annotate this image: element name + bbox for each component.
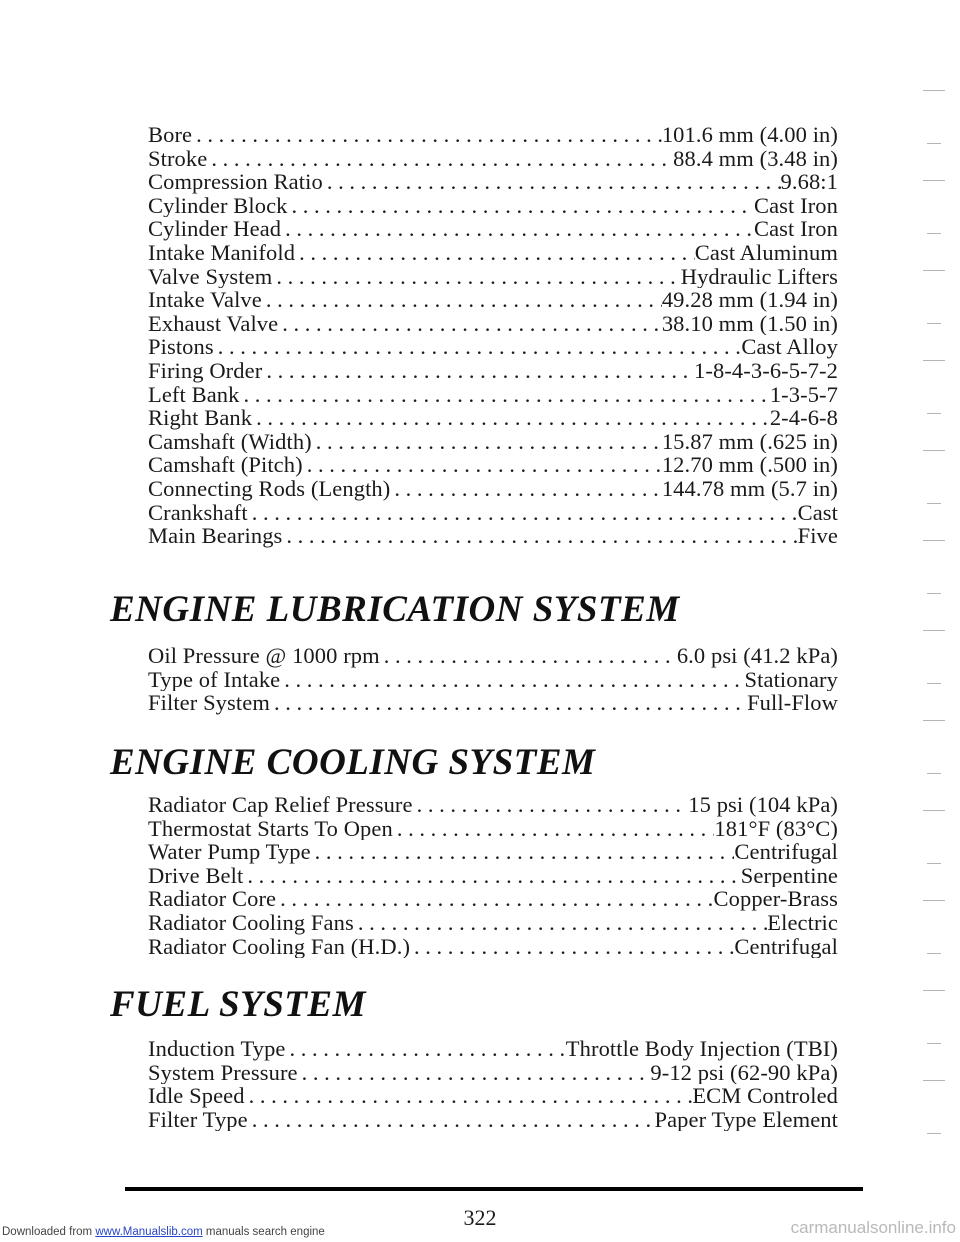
spec-label: Drive Belt xyxy=(148,863,244,888)
dot-leader xyxy=(266,288,662,312)
spec-label: Crankshaft xyxy=(148,500,248,525)
edge-mark xyxy=(927,143,941,144)
dot-leader xyxy=(252,501,798,525)
spec-value: 6.0 psi (41.2 kPa) xyxy=(676,644,838,668)
spec-row-cylinder-block xyxy=(148,194,838,218)
spec-row-intake-manifold xyxy=(148,241,838,265)
edge-mark xyxy=(927,683,941,684)
spec-row-camshaft-pitch xyxy=(148,453,838,477)
spec-value: Throttle Body Injection (TBI) xyxy=(565,1037,838,1061)
edge-mark xyxy=(923,90,945,91)
spec-row-radiator-core xyxy=(148,887,838,911)
spec-row-exhaust-valve xyxy=(148,312,838,336)
lubrication-list xyxy=(148,644,838,715)
edge-mark xyxy=(923,900,945,901)
engine-specs-list xyxy=(148,123,838,548)
dot-leader xyxy=(284,668,744,692)
spec-value: 1-8-4-3-6-5-7-2 xyxy=(694,358,838,383)
spec-value: Copper-Brass xyxy=(713,887,838,911)
download-note xyxy=(2,1226,325,1238)
spec-row-filter-system xyxy=(148,691,838,715)
edge-mark xyxy=(927,953,941,954)
download-suffix: manuals search engine xyxy=(202,1226,325,1238)
manualslib-link[interactable]: www.Manualslib.com xyxy=(95,1226,203,1238)
spec-row-drive-belt xyxy=(148,864,838,888)
dot-leader xyxy=(280,887,713,911)
spec-row-type-of-intake xyxy=(148,668,838,692)
spec-row-induction-type xyxy=(148,1037,838,1061)
spec-value: Cast Iron xyxy=(753,193,838,218)
spec-value: 2-4-6-8 xyxy=(769,406,838,430)
spec-value: Cast Alloy xyxy=(741,335,838,359)
spec-label: Valve System xyxy=(148,264,273,289)
spec-label: Radiator Cap Relief Pressure xyxy=(148,793,413,817)
dot-leader xyxy=(290,1037,566,1061)
spec-value: Cast xyxy=(797,500,838,525)
edge-mark xyxy=(923,180,945,181)
dot-leader xyxy=(276,265,680,289)
page-number: 322 xyxy=(463,1205,497,1230)
spec-value: Cast Iron xyxy=(753,217,838,241)
spec-value: Paper Type Element xyxy=(654,1107,838,1132)
dot-leader xyxy=(211,147,673,171)
spec-row-idle-speed xyxy=(148,1084,838,1108)
spec-value: ECM Controled xyxy=(692,1084,838,1108)
spec-label: Right Bank xyxy=(148,406,253,430)
cooling-list xyxy=(148,793,838,958)
lubrication-heading: ENGINE LUBRICATION SYSTEM xyxy=(110,589,680,630)
spec-label: Idle Speed xyxy=(148,1084,245,1108)
spec-value: 9-12 psi (62-90 kPa) xyxy=(650,1060,838,1085)
edge-mark xyxy=(923,540,945,541)
fuel-list xyxy=(148,1037,838,1131)
dot-leader xyxy=(302,1061,651,1085)
spec-value: 9.68:1 xyxy=(780,170,838,194)
spec-row-pistons xyxy=(148,335,838,359)
spec-label: Type of Intake xyxy=(148,667,281,692)
spec-row-connecting-rods-length xyxy=(148,477,838,501)
edge-mark xyxy=(927,593,941,594)
spec-value: 12.70 mm (.500 in) xyxy=(661,453,838,477)
edge-mark xyxy=(927,503,941,504)
spec-value: Hydraulic Lifters xyxy=(680,264,838,289)
spec-row-main-bearings xyxy=(148,524,838,548)
spec-row-system-pressure xyxy=(148,1061,838,1085)
dot-leader xyxy=(417,793,689,817)
spec-row-firing-order xyxy=(148,359,838,383)
dot-leader xyxy=(249,1084,693,1108)
spec-value: 1-3-5-7 xyxy=(769,382,838,407)
dot-leader xyxy=(285,217,754,241)
spec-row-radiator-cooling-fans xyxy=(148,911,838,935)
spec-label: Filter Type xyxy=(148,1107,248,1132)
dot-leader xyxy=(282,312,662,336)
spec-label: System Pressure xyxy=(148,1060,298,1085)
spec-label: Radiator Core xyxy=(148,887,277,911)
fuel-heading: FUEL SYSTEM xyxy=(110,984,366,1025)
dot-leader xyxy=(196,123,662,147)
spec-label: Left Bank xyxy=(148,382,240,407)
spec-label: Induction Type xyxy=(148,1037,286,1061)
spec-label: Oil Pressure @ 1000 rpm xyxy=(148,644,380,668)
dot-leader xyxy=(394,477,661,501)
spec-row-camshaft-width xyxy=(148,430,838,454)
edge-mark xyxy=(923,450,945,451)
edge-mark xyxy=(923,270,945,271)
spec-row-filter-type xyxy=(148,1108,838,1132)
spec-value: Stationary xyxy=(744,667,838,692)
spec-label: Camshaft (Pitch) xyxy=(148,453,303,477)
spec-label: Firing Order xyxy=(148,358,263,383)
dot-leader xyxy=(315,840,735,864)
spec-label: Stroke xyxy=(148,146,208,171)
spec-row-stroke xyxy=(148,147,838,171)
spec-row-cylinder-head xyxy=(148,217,838,241)
dot-leader xyxy=(244,383,770,407)
spec-row-right-bank xyxy=(148,406,838,430)
spec-row-valve-system xyxy=(148,265,838,289)
spec-label: Bore xyxy=(148,123,193,147)
spec-row-water-pump-type xyxy=(148,840,838,864)
spec-label: Intake Valve xyxy=(148,288,262,312)
dot-leader xyxy=(274,691,747,715)
dot-leader xyxy=(218,335,742,359)
scan-edge-marks xyxy=(905,90,955,1180)
spec-value: 181°F (83°C) xyxy=(714,816,838,841)
edge-mark xyxy=(923,720,945,721)
dot-leader xyxy=(327,170,781,194)
download-prefix: Downloaded from xyxy=(2,1226,96,1238)
spec-label: Connecting Rods (Length) xyxy=(148,476,391,501)
spec-row-left-bank xyxy=(148,383,838,407)
dot-leader xyxy=(307,453,662,477)
edge-mark xyxy=(923,1080,945,1081)
spec-value: Cast Aluminum xyxy=(694,240,838,265)
dot-leader xyxy=(316,430,662,454)
spec-value: Five xyxy=(797,524,838,548)
cooling-heading: ENGINE COOLING SYSTEM xyxy=(110,742,596,783)
edge-mark xyxy=(923,990,945,991)
spec-label: Cylinder Block xyxy=(148,193,288,218)
spec-label: Radiator Cooling Fan (H.D.) xyxy=(148,934,411,959)
spec-value: 15.87 mm (.625 in) xyxy=(661,429,838,454)
spec-value: 49.28 mm (1.94 in) xyxy=(661,288,838,312)
spec-label: Compression Ratio xyxy=(148,170,323,194)
edge-mark xyxy=(927,863,941,864)
spec-label: Intake Manifold xyxy=(148,240,296,265)
spec-row-radiator-cap-relief-pressure xyxy=(148,793,838,817)
spec-label: Camshaft (Width) xyxy=(148,429,312,454)
spec-label: Main Bearings xyxy=(148,524,283,548)
spec-label: Pistons xyxy=(148,335,214,359)
spec-row-thermostat-starts-to-open xyxy=(148,817,838,841)
spec-row-oil-pressure-1000-rpm xyxy=(148,644,838,668)
dot-leader xyxy=(414,935,734,959)
spec-label: Thermostat Starts To Open xyxy=(148,816,393,841)
spec-value: 88.4 mm (3.48 in) xyxy=(673,146,838,171)
spec-label: Cylinder Head xyxy=(148,217,282,241)
edge-mark xyxy=(927,1043,941,1044)
edge-mark xyxy=(927,773,941,774)
dot-leader xyxy=(247,864,740,888)
spec-label: Radiator Cooling Fans xyxy=(148,910,354,935)
spec-value: Centrifugal xyxy=(734,934,838,959)
spec-row-intake-valve xyxy=(148,288,838,312)
edge-mark xyxy=(923,810,945,811)
dot-leader xyxy=(256,406,770,430)
spec-value: 15 psi (104 kPa) xyxy=(688,793,838,817)
dot-leader xyxy=(397,817,715,841)
edge-mark xyxy=(927,323,941,324)
edge-mark xyxy=(927,1133,941,1134)
spec-value: 101.6 mm (4.00 in) xyxy=(661,123,838,147)
spec-value: Full-Flow xyxy=(747,691,838,715)
spec-value: Electric xyxy=(767,910,838,935)
edge-mark xyxy=(927,413,941,414)
watermark: carmanualsonline.info xyxy=(790,1218,956,1237)
spec-row-crankshaft xyxy=(148,501,838,525)
dot-leader xyxy=(286,524,797,548)
dot-leader xyxy=(252,1108,655,1132)
spec-value: Serpentine xyxy=(740,863,838,888)
dot-leader xyxy=(299,241,695,265)
spec-label: Water Pump Type xyxy=(148,840,311,864)
dot-leader xyxy=(292,194,754,218)
spec-label: Exhaust Valve xyxy=(148,311,279,336)
spec-label: Filter System xyxy=(148,691,270,715)
dot-leader xyxy=(266,359,694,383)
edge-mark xyxy=(923,360,945,361)
spec-row-radiator-cooling-fan-h-d xyxy=(148,935,838,959)
dot-leader xyxy=(358,911,767,935)
dot-leader xyxy=(384,644,677,668)
spec-value: 38.10 mm (1.50 in) xyxy=(661,311,838,336)
spec-value: Centrifugal xyxy=(734,840,838,864)
spec-row-bore xyxy=(148,123,838,147)
edge-mark xyxy=(927,233,941,234)
footer-rule xyxy=(125,1187,863,1191)
edge-mark xyxy=(923,630,945,631)
spec-value: 144.78 mm (5.7 in) xyxy=(661,476,838,501)
spec-row-compression-ratio xyxy=(148,170,838,194)
